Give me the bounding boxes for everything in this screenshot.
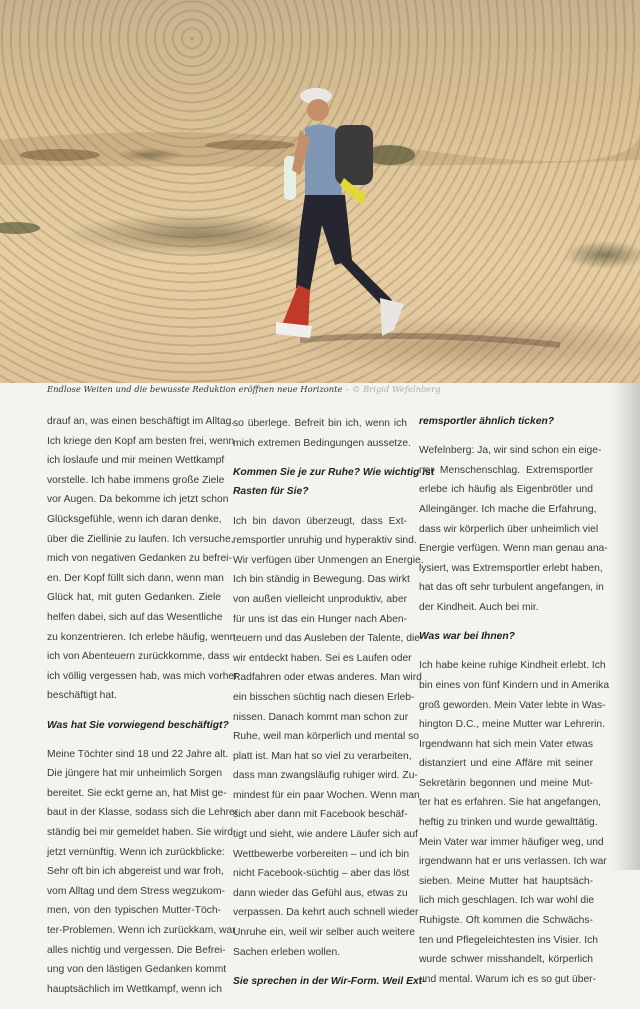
text-line: ter hat es erfahren. Sie hat angefangen,	[419, 797, 602, 809]
text-line: Radfahren oder etwas anderes. Man wird	[233, 672, 422, 684]
text-line: lich mich geschlagen. Ich war wohl die	[419, 895, 595, 907]
text-line: dann wieder das Gefühl aus, etwas zu	[233, 887, 408, 899]
text-line: Ruhigste. Oft kommen die Schwächs-	[419, 915, 593, 927]
text-line: Ich bin ständig in Bewegung. Das wirkt	[233, 574, 410, 586]
text-line: erlebe ich häufig als Eigenbrötler und	[419, 484, 593, 496]
text-line: platt ist. Man hat so viel zu verarbeiten,	[233, 750, 412, 762]
text-line: Mein Vater war immer häufiger weg, und	[419, 836, 604, 848]
text-line: Wefelnberg: Ja, wir sind schon ein eige-	[419, 445, 602, 457]
text-line: vom Alltag und dem Stress wegzukom-	[47, 885, 225, 897]
text-line: Ich kriege den Kopf am besten frei, wenn	[47, 435, 235, 447]
text-line: jetzt vernünftig. Wenn ich zurückblicke:	[47, 846, 225, 858]
text-line: Wir verfügen über Unmengen an Energie.	[233, 554, 424, 566]
text-line: ner Menschenschlag. Extremsportler	[419, 464, 593, 476]
text-line: alles nichtig und vergessen. Die Befrei-	[47, 944, 226, 956]
text-line: verpassen. Da kehrt auch schnell wieder	[233, 907, 419, 919]
text-line: Meine Töchter sind 18 und 22 Jahre alt.	[47, 748, 229, 760]
text-line: Rasten für Sie?	[233, 486, 309, 498]
text-line: teuern und das Ausleben der Talente, die	[233, 633, 421, 645]
text-line: Unruhe ein, weil wir selber auch weitere	[233, 927, 415, 939]
text-line: vor Augen. Da bekomme ich jetzt schon	[47, 494, 229, 506]
text-line: Ich habe keine ruhige Kindheit erlebt. Ich	[419, 660, 606, 672]
interview-question	[419, 627, 593, 647]
text-line: bin eines von fünf Kindern und in Amerika	[419, 679, 610, 691]
text-line: groß geworden. Mein Vater lebte in Was-	[419, 699, 606, 711]
text-line: Sekretärin begonnen und meine Mut-	[419, 777, 593, 789]
text-line: Irgendwann hat sich mein Vater etwas	[419, 738, 593, 750]
article-photo	[0, 0, 640, 383]
text-line: so überlege. Befreit bin ich, wenn ich	[233, 418, 407, 429]
text-line: Die jüngere hat mir unheimlich Sorgen	[47, 768, 223, 780]
text-line: Glücksgefühle, wenn ich daran denke,	[47, 513, 222, 525]
text-line: drauf an, was einen beschäftigt im Alltag.	[47, 416, 235, 427]
text-column-2	[233, 414, 435, 1001]
text-line: beschäftigt hat.	[47, 690, 117, 702]
text-line: remsportler ähnlich ticken?	[419, 416, 555, 427]
text-line: Ruhe, weil man körperlich und mental so	[233, 731, 420, 743]
text-line: der Kindheit. Auch bei mir.	[419, 601, 539, 613]
text-line: heftig zu trinken und wurde gewalttätig.	[419, 817, 598, 829]
photo-credit: – © Brigid Wefelnberg	[342, 384, 441, 394]
text-line: Sachen erleben wollen.	[233, 946, 341, 958]
interview-question	[419, 412, 593, 432]
paragraph	[233, 512, 424, 963]
paragraph	[419, 441, 608, 617]
text-line: tigt und sieht, wie andere Läufer sich auf	[233, 829, 418, 841]
text-line: lysiert, was Extremsportler erlebt haben,	[419, 562, 603, 574]
text-line: sieben. Meine Mutter hat hauptsäch-	[419, 875, 593, 887]
text-line: Was war bei Ihnen?	[419, 631, 515, 643]
text-line: irgendwann hat er uns verlassen. Ich war	[419, 856, 607, 868]
interview-question	[233, 463, 435, 502]
text-line: hington D.C., meine Mutter war Lehrerin.	[419, 719, 605, 731]
text-line: und mental. Warum ich es so gut über-	[419, 973, 597, 985]
text-line: Sehr oft bin ich abgereist und war froh,	[47, 866, 224, 878]
text-line: bereitet. Sie eckt gerne an, hat Mist ge-	[47, 787, 227, 799]
interview-question	[47, 716, 229, 736]
text-line: distanziert und eine Affäre mit seiner	[419, 758, 593, 770]
text-line: zu konzentrieren. Ich erlebe häufig, wenn	[47, 631, 236, 643]
text-line: ung von den lästigen Gedanken kommt	[47, 964, 227, 976]
text-line: nissen. Danach kommt man schon zur	[233, 711, 409, 723]
text-line: ständig bei mir gemeldet haben. Sie wird	[47, 827, 234, 839]
text-line: ich loslaufe und mir meinen Wettkampf	[47, 455, 225, 467]
text-line: Ich bin davon überzeugt, dass Ext-	[233, 515, 407, 527]
paragraph	[419, 656, 610, 989]
text-line: ter-Problemen. Wenn ich zurückkam, war	[47, 925, 236, 937]
caption-text: Endlose Weiten und die bewusste Reduktion eröffnen neue Horizonte	[47, 384, 343, 394]
text-line: Sie sprechen in der Wir-Form. Weil Ext-	[233, 975, 426, 987]
text-column-3	[419, 412, 610, 999]
text-line: Alleingänger. Ich mache die Erfahrung,	[419, 503, 597, 515]
text-line: ich völlig vergessen hab, was mich vorher	[47, 670, 238, 682]
text-line: men, von den typischen Mutter-Töch-	[47, 905, 221, 917]
text-line: für uns ist das ein Hunger nach Aben-	[233, 613, 407, 625]
text-line: hauptsächlich im Wettkampf, wenn ich	[47, 983, 222, 995]
text-line: wurde schwer misshandelt, körperlich	[419, 954, 593, 966]
text-line: dass wir körperlich über unheimlich viel	[419, 523, 599, 535]
text-line: hat das oft sehr turbulent angefangen, in	[419, 582, 604, 594]
runner-illustration	[0, 0, 640, 383]
text-line: Kommen Sie je zur Ruhe? Wie wichtig ist	[233, 466, 435, 478]
text-line: nicht Facebook-süchtig – aber das löst	[233, 868, 410, 880]
paragraph	[47, 745, 239, 1000]
text-line: sich aber dann mit Facebook beschäf-	[233, 809, 408, 821]
text-line: mich extremen Bedingungen aussetze.	[233, 437, 412, 449]
text-line: en. Der Kopf füllt sich dann, wenn man	[47, 572, 224, 584]
text-line: baut in der Klasse, sodass sich die Lehrer	[47, 807, 239, 819]
text-line: Was hat Sie vorwiegend beschäftigt?	[47, 719, 229, 731]
text-line: über die Ziellinie zu laufen. Ich versuche,	[47, 533, 234, 545]
text-line: von außen vielleicht unproduktiv, aber	[233, 593, 407, 605]
text-line: ein bisschen süchtig nach diesen Erleb-	[233, 691, 415, 703]
text-line: vorstelle. Ich habe immens große Ziele	[47, 474, 225, 486]
photo-caption	[47, 384, 441, 394]
text-line: mindest für ein paar Wochen. Wenn man	[233, 789, 420, 801]
page-curl-shadow	[610, 383, 640, 870]
text-line: Wettbewerbe vorbereiten – und ich bin	[233, 848, 410, 860]
text-line: Energie verfügen. Wenn man genau ana-	[419, 543, 608, 555]
text-line: Glück hat, mit guten Gedanken. Ziele	[47, 592, 221, 604]
text-line: ten und Pflegeleichtesten ins Visier. Ich	[419, 934, 598, 946]
text-line: helfen dabei, sich auf das Wesentliche	[47, 611, 223, 623]
text-line: mich von negativen Gedanken zu befrei-	[47, 553, 232, 565]
text-line: ich von Abenteuern zurückkomme, dass	[47, 651, 230, 663]
paragraph	[47, 412, 238, 706]
text-line: remsportler unruhig und hyperaktiv sind.	[233, 535, 417, 547]
text-line: dass man zwangsläufig ruhiger wird. Zu-	[233, 770, 418, 782]
text-column-1	[47, 412, 239, 1009]
paragraph	[233, 414, 412, 453]
interview-question	[233, 972, 426, 992]
text-line: wir entdeckt haben. Sei es Laufen oder	[233, 652, 412, 664]
